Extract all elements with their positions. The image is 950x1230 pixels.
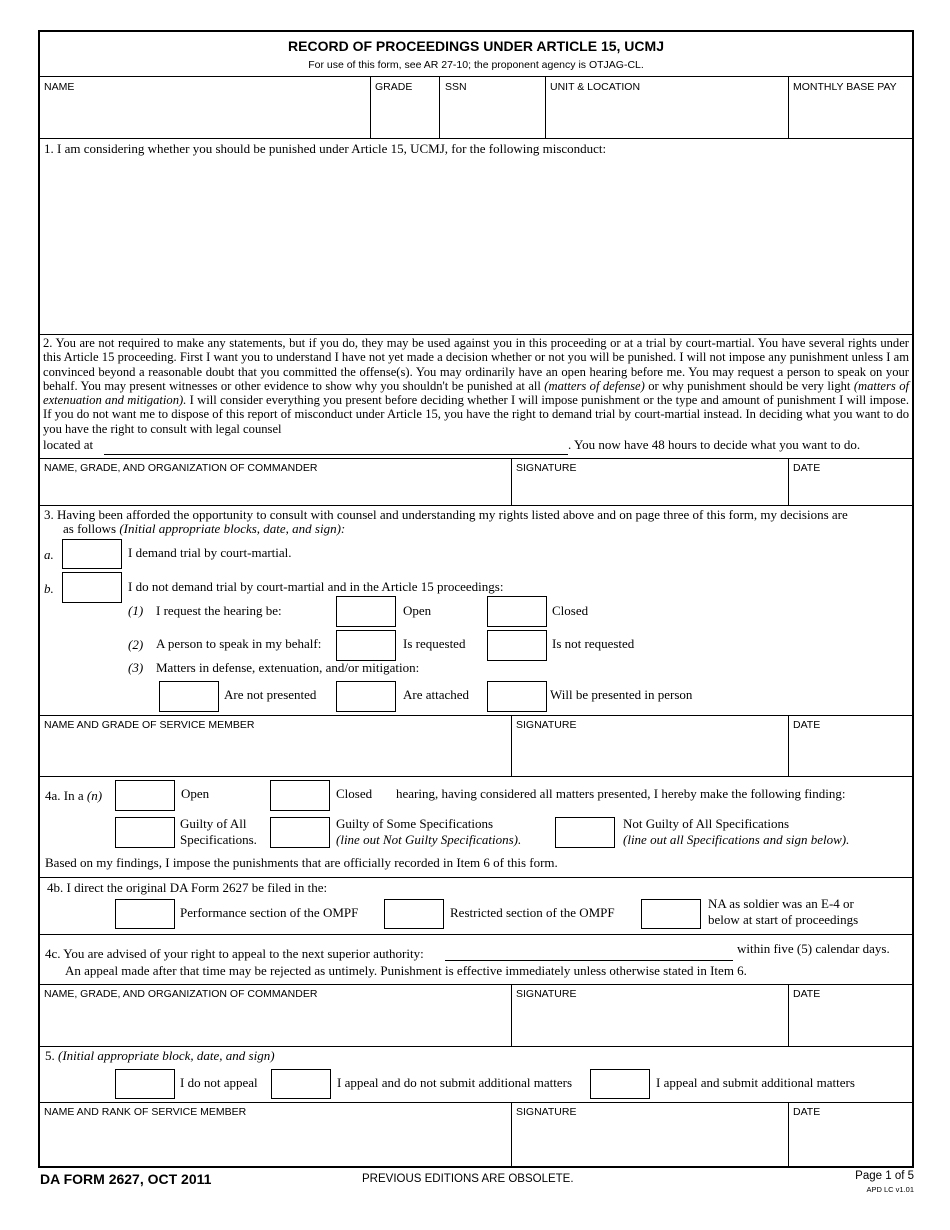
service-member-date-field-2[interactable]	[790, 1120, 910, 1164]
not-applicable-label: NA as soldier was an E-4 or below at start of proceedings	[708, 896, 859, 927]
divider	[511, 715, 512, 776]
service-member-name-field[interactable]	[42, 733, 509, 774]
not-applicable-box[interactable]	[641, 899, 701, 929]
matters-in-person-label: Will be presented in person	[550, 687, 693, 702]
divider	[40, 505, 912, 506]
guilty-some-box[interactable]	[270, 817, 330, 848]
commander-signature-field[interactable]	[513, 476, 786, 503]
speaker-not-requested-label: Is not requested	[552, 636, 635, 651]
divider	[788, 458, 789, 505]
item5-prefix: 5. (Initial appropriate block, date, and sign)	[45, 1048, 275, 1063]
sub-item-3-number: (3)	[128, 660, 144, 675]
matters-not-presented-label: Are not presented	[224, 687, 317, 702]
not-guilty-all-label: Not Guilty of All Specifications (line out all Specifications and sign below).	[623, 816, 850, 847]
unit-location-label: UNIT & LOCATION	[550, 81, 641, 93]
monthly-base-pay-label: MONTHLY BASE PAY	[793, 81, 897, 93]
grade-field[interactable]	[372, 96, 437, 136]
divider	[40, 877, 912, 878]
service-member-signature-field[interactable]	[513, 733, 786, 774]
date-label: DATE	[793, 719, 821, 731]
divider	[40, 934, 912, 935]
item2-rights-paragraph: 2. You are not required to make any statements, but if you do, they may be used against you in this proceeding or at a trial by court-martial. You have several rights under this Article 15 proceeding. First I want you to understand I have not yet made a decision whether or not you will be punished. I will not impose any punishment unless I am convinced beyond a reasonable doubt that you committed the offense(s). You may ordinarily have an open hearing before me. You may request a person to speak on your behalf. You may present witnesses or other evidence to show why you shouldn't be punished at all (matters of defense) or why punishment should be very light (matters of extenuation and mitigation). I will consider everything you present before deciding whether I will impose punishment or the type and amount of punishment I will impose. If you do not want me to dispose of this report of misconduct under Article 15, you have the right to demand trial by court-martial instead. In deciding what you want to do you have the right to consult with legal counsel	[43, 336, 909, 436]
date-label: DATE	[793, 988, 821, 1000]
service-member-date-field[interactable]	[790, 733, 910, 774]
page-number: Page 1 of 5	[855, 1170, 914, 1182]
no-court-martial-initial-box[interactable]	[62, 572, 122, 603]
version-label: APD LC v1.01	[866, 1185, 914, 1194]
divider	[40, 1102, 912, 1103]
matters-not-presented-initial-box[interactable]	[159, 681, 219, 712]
commander-name-label: NAME, GRADE, AND ORGANIZATION OF COMMANDER	[44, 988, 318, 1000]
legal-counsel-location-line[interactable]	[104, 454, 568, 455]
not-guilty-all-box[interactable]	[555, 817, 615, 848]
speaker-requested-initial-box[interactable]	[336, 630, 396, 661]
name-field[interactable]	[42, 96, 368, 136]
do-not-appeal-label: I do not appeal	[180, 1075, 258, 1090]
guilty-all-box[interactable]	[115, 817, 175, 848]
divider	[40, 715, 912, 716]
signature-label: SIGNATURE	[516, 462, 577, 474]
grade-label: GRADE	[375, 81, 413, 93]
finding-hearing-text: hearing, having considered all matters presented, I hereby make the following finding:	[396, 786, 846, 801]
commander-name-label: NAME, GRADE, AND ORGANIZATION OF COMMANDER	[44, 462, 318, 474]
unit-location-field[interactable]	[547, 96, 786, 136]
option-a-letter: a.	[44, 547, 54, 562]
finding-hearing-closed-box[interactable]	[270, 780, 330, 811]
form-subtitle: For use of this form, see AR 27-10; the proponent agency is OTJAG-CL.	[308, 59, 644, 71]
name-label: NAME	[44, 81, 75, 93]
sub-item-1-number: (1)	[128, 603, 144, 618]
misconduct-field[interactable]	[44, 160, 908, 330]
form-number: DA FORM 2627, OCT 2011	[40, 1171, 212, 1187]
matters-text: Matters in defense, extenuation, and/or mitigation:	[156, 660, 420, 675]
divider	[511, 984, 512, 1046]
item3-intro-cont: as follows (Initial appropriate blocks, date, and sign):	[63, 521, 346, 536]
hearing-closed-label: Closed	[552, 603, 589, 618]
divider	[788, 984, 789, 1046]
obsolete-notice: PREVIOUS EDITIONS ARE OBSOLETE.	[362, 1173, 574, 1185]
signature-label: SIGNATURE	[516, 1106, 577, 1118]
do-not-appeal-box[interactable]	[115, 1069, 175, 1099]
monthly-base-pay-field[interactable]	[790, 96, 910, 136]
service-member-name-field-2[interactable]	[42, 1120, 509, 1164]
finding-hearing-open-box[interactable]	[115, 780, 175, 811]
divider	[40, 334, 912, 335]
divider	[40, 138, 912, 139]
speaker-request-text: A person to speak in my behalf:	[156, 636, 322, 651]
restricted-section-label: Restricted section of the OMPF	[450, 905, 615, 920]
divider	[788, 1102, 789, 1166]
performance-section-box[interactable]	[115, 899, 175, 929]
date-label: DATE	[793, 462, 821, 474]
divider	[40, 76, 912, 77]
demand-court-martial-initial-box[interactable]	[62, 539, 122, 569]
commander-name-field-2[interactable]	[42, 1002, 509, 1044]
sub-item-2-number: (2)	[128, 637, 144, 652]
service-member-signature-field-2[interactable]	[513, 1120, 786, 1164]
signature-label: SIGNATURE	[516, 719, 577, 731]
item4a-prefix: 4a. In a (n)	[45, 788, 103, 803]
ssn-field[interactable]	[441, 96, 543, 136]
speaker-not-requested-initial-box[interactable]	[487, 630, 547, 661]
commander-signature-field-2[interactable]	[513, 1002, 786, 1044]
finding-closed-label: Closed	[336, 786, 373, 801]
hearing-closed-initial-box[interactable]	[487, 596, 547, 627]
signature-label: SIGNATURE	[516, 988, 577, 1000]
hearing-open-label: Open	[403, 603, 432, 618]
service-member-rank-label: NAME AND RANK OF SERVICE MEMBER	[44, 1106, 247, 1118]
hearing-request-text: I request the hearing be:	[156, 603, 282, 618]
no-court-martial-text: I do not demand trial by court-martial and in the Article 15 proceedings:	[128, 579, 504, 594]
divider	[788, 715, 789, 776]
commander-name-field[interactable]	[42, 476, 509, 503]
item3-intro: 3. Having been afforded the opportunity to consult with counsel and understanding my rights listed above and on page three of this form, my decisions are	[44, 507, 848, 522]
form-title: RECORD OF PROCEEDINGS UNDER ARTICLE 15, UCMJ	[288, 38, 664, 54]
divider	[439, 76, 440, 138]
speaker-requested-label: Is requested	[403, 636, 466, 651]
punishment-statement: Based on my findings, I impose the punishments that are officially recorded in Item 6 of this form.	[45, 855, 558, 870]
commander-date-field[interactable]	[790, 476, 910, 503]
appeal-notice-text: An appeal made after that time may be rejected as untimely. Punishment is effective immediately unless otherwise stated in Item 6.	[65, 963, 747, 978]
item4c-text: 4c. You are advised of your right to appeal to the next superior authority:	[45, 946, 424, 961]
hearing-open-initial-box[interactable]	[336, 596, 396, 627]
demand-court-martial-text: I demand trial by court-martial.	[128, 545, 292, 560]
article-15-form	[38, 30, 914, 1168]
matters-attached-initial-box[interactable]	[336, 681, 396, 712]
service-member-name-label: NAME AND GRADE OF SERVICE MEMBER	[44, 719, 255, 731]
matters-in-person-initial-box[interactable]	[487, 681, 547, 712]
guilty-some-label: Guilty of Some Specifications (line out Not Guilty Specifications).	[336, 816, 522, 847]
date-label: DATE	[793, 1106, 821, 1118]
restricted-section-box[interactable]	[384, 899, 444, 929]
appeal-no-matters-label: I appeal and do not submit additional matters	[337, 1075, 573, 1090]
appeal-with-matters-label: I appeal and submit additional matters	[656, 1075, 855, 1090]
divider	[545, 76, 546, 138]
matters-attached-label: Are attached	[403, 687, 470, 702]
performance-section-label: Performance section of the OMPF	[180, 905, 359, 920]
appeal-with-matters-box[interactable]	[590, 1069, 650, 1099]
divider	[788, 76, 789, 138]
divider	[40, 458, 912, 459]
divider	[40, 984, 912, 985]
appeal-no-matters-box[interactable]	[271, 1069, 331, 1099]
guilty-all-label: Guilty of All Specifications.	[180, 816, 257, 847]
option-b-letter: b.	[44, 581, 54, 596]
divider	[370, 76, 371, 138]
commander-date-field-2[interactable]	[790, 1002, 910, 1044]
appeal-deadline-text: within five (5) calendar days.	[737, 941, 890, 956]
item4b-text: 4b. I direct the original DA Form 2627 be filed in the:	[47, 880, 328, 895]
divider	[40, 1046, 912, 1047]
finding-open-label: Open	[181, 786, 210, 801]
divider	[40, 776, 912, 777]
item1-text: 1. I am considering whether you should be punished under Article 15, UCMJ, for the following misconduct:	[44, 141, 607, 156]
superior-authority-line[interactable]	[445, 960, 733, 961]
divider	[511, 458, 512, 505]
located-at-label: located at	[43, 437, 94, 452]
ssn-label: SSN	[445, 81, 467, 93]
48-hours-text: . You now have 48 hours to decide what you want to do.	[568, 437, 861, 452]
divider	[511, 1102, 512, 1166]
